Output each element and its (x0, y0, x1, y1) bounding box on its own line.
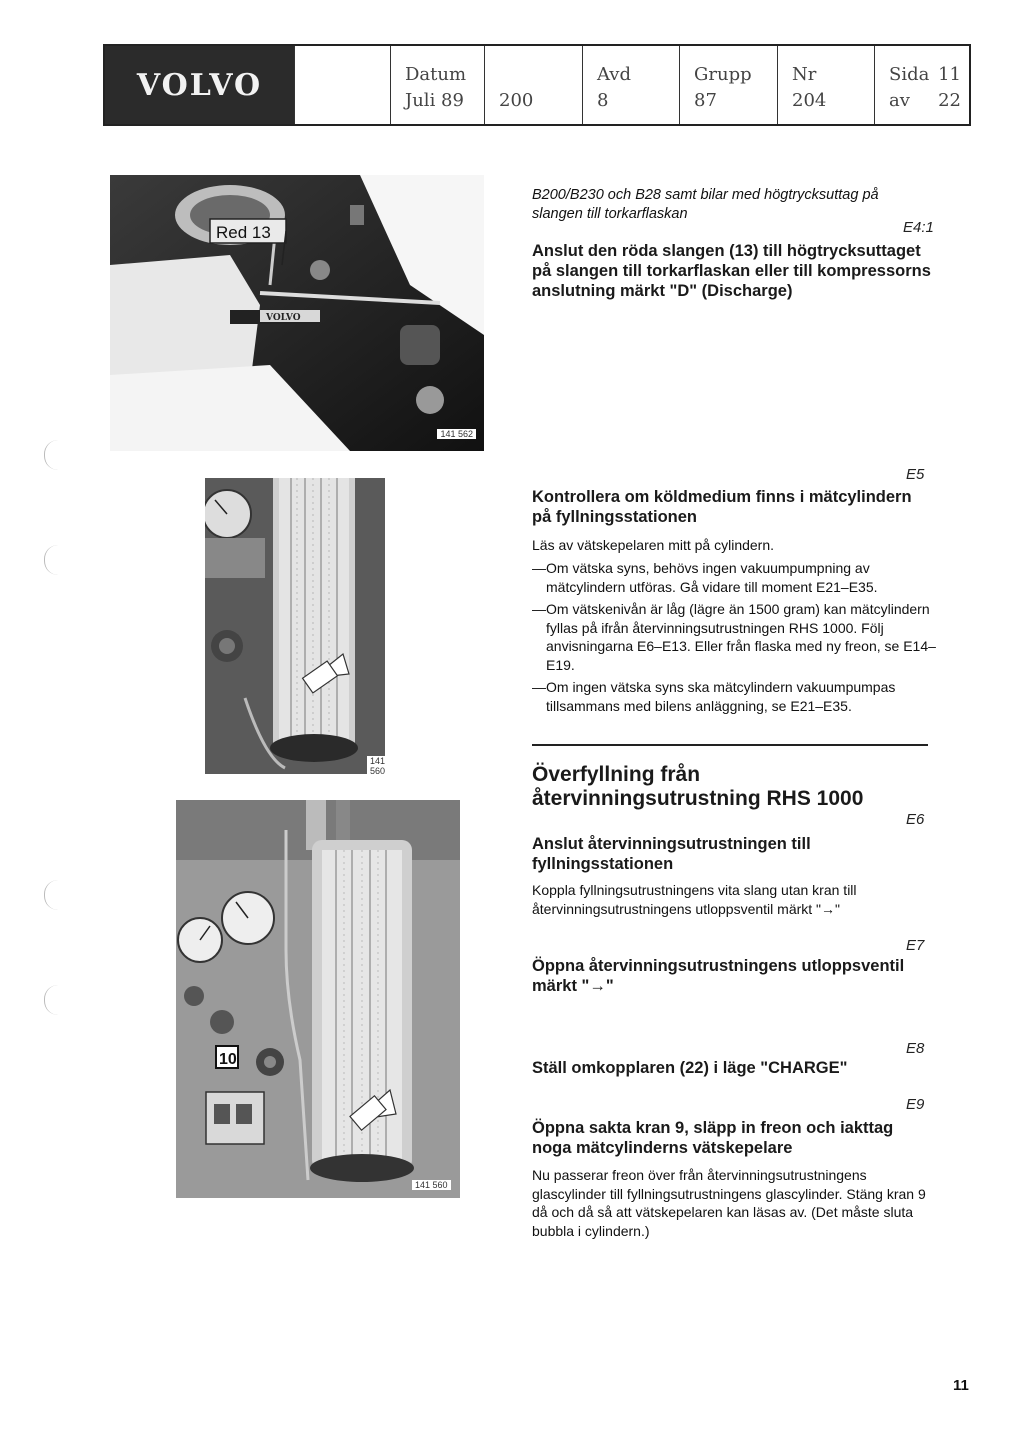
av-label: av (889, 90, 910, 111)
brand-text: VOLVO (136, 67, 263, 103)
e6-heading: Anslut återvinningsutrustningen till fyllningsstationen (532, 835, 811, 873)
model-value: 200 (499, 90, 534, 111)
blank-cell (295, 46, 391, 124)
e9-heading: Öppna sakta kran 9, släpp in freon och iakttag noga mätcylinderns vätskepelare (532, 1119, 894, 1157)
photo-number: 141 560 (367, 756, 385, 774)
nr-label: Nr (792, 64, 817, 85)
binder-mark (44, 880, 59, 910)
e5-heading: Kontrollera om köldmedium finns i mätcylindern på fyllningsstationen (532, 488, 912, 526)
step-id-e6: E6 (906, 811, 925, 828)
engine-plate-text: VOLVO (266, 313, 301, 323)
document-header (103, 44, 971, 126)
model-cell (485, 46, 583, 124)
photo-number: 141 560 (412, 1180, 451, 1190)
binder-mark (44, 545, 59, 575)
photo-number: 141 562 (437, 429, 476, 439)
ten-callout: 10 (219, 1051, 237, 1068)
e8-heading: Ställ omkopplaren (22) i läge "CHARGE" (532, 1059, 848, 1077)
avd-value: 8 (597, 90, 609, 111)
e5-bullet: — Om vätska syns, behövs ingen vakuumpumpning av mätcylindern utföras. Gå vidare till moment E21–E35. (532, 560, 878, 595)
filling-station-photo (176, 800, 460, 1198)
binder-mark (44, 440, 59, 470)
nr-cell (778, 46, 875, 124)
e5-bullet-text: Om vätskenivån är låg (lägre än 1500 gram) kan mätcylindern fyllas på ifrån återvinningsutrustningen RHS 1000. Följ anvisningarna E6–E13. Eller från flaska med ny freon, se E14–E19. (546, 601, 936, 673)
section-divider (532, 744, 928, 746)
red-13-callout: Red 13 (216, 223, 271, 242)
e4-1-intro: B200/B230 och B28 samt bilar med högtrycksuttag på slangen till torkarflaskan (532, 187, 879, 222)
page-number: 11 (953, 1377, 969, 1394)
measuring-cylinder-photo (205, 478, 385, 774)
step-id-e4-1: E4:1 (903, 219, 934, 236)
sida-cell (875, 46, 969, 124)
sida-value: 11 (938, 64, 961, 85)
sida-label: Sida (889, 64, 930, 85)
nr-value: 204 (792, 90, 827, 111)
binder-mark (44, 985, 59, 1015)
e6-body: Koppla fyllningsutrustningens vita slang utan kran till återvinningsutrustningens utloppsventil märkt "→" (532, 882, 857, 917)
engine-bay-photo (110, 175, 484, 451)
e5-bullet-text: Om vätska syns, behövs ingen vakuumpumpning av mätcylindern utföras. Gå vidare till moment E21–E35. (546, 560, 878, 595)
grupp-label: Grupp (694, 64, 752, 85)
e5-body: Läs av vätskepelaren mitt på cylindern. (532, 537, 775, 553)
grupp-cell (680, 46, 778, 124)
e5-bullet-list (532, 555, 936, 715)
grupp-value: 87 (694, 90, 717, 111)
step-id-e8: E8 (906, 1040, 925, 1057)
avd-cell (583, 46, 680, 124)
step-id-e5: E5 (906, 466, 925, 483)
e5-bullet-text: Om ingen vätska syns ska mätcylindern vakuumpumpas tillsammans med bilens anläggning, se E21–E35. (546, 679, 896, 714)
datum-value: Juli 89 (405, 90, 464, 111)
step-id-e7: E7 (906, 937, 925, 954)
e7-heading: Öppna återvinningsutrustningens utloppsventil märkt "→" (532, 957, 905, 995)
volvo-logo (105, 46, 295, 124)
datum-cell (391, 46, 485, 124)
step-id-e9: E9 (906, 1096, 925, 1113)
section-title-overfyllning: Överfyllning från återvinningsutrustning RHS 1000 (532, 763, 864, 810)
datum-label: Datum (405, 64, 467, 85)
e4-1-heading: Anslut den röda slangen (13) till högtrycksuttaget på slangen till torkarflaskan eller till kompressorns anslutning märkt "D" (Discharge) (532, 242, 931, 300)
avd-label: Avd (597, 64, 631, 85)
e9-body: Nu passerar freon över från återvinningsutrustningens glascylinder till fyllningsutrustningens glascylinder. Stäng kran 9 då och då så att vätskepelaren kan läsas av. (Det måste sluta bubbla i cylindern.) (532, 1167, 926, 1239)
e5-bullet: — Om ingen vätska syns ska mätcylindern vakuumpumpas tillsammans med bilens anläggning, se E21–E35. (532, 679, 896, 714)
e5-bullet: — Om vätskenivån är låg (lägre än 1500 gram) kan mätcylindern fyllas på ifrån återvinningsutrustningen RHS 1000. Följ anvisningarna E6–E13. Eller från flaska med ny freon, se E14–E19. (532, 601, 936, 673)
av-value: 22 (938, 90, 961, 111)
